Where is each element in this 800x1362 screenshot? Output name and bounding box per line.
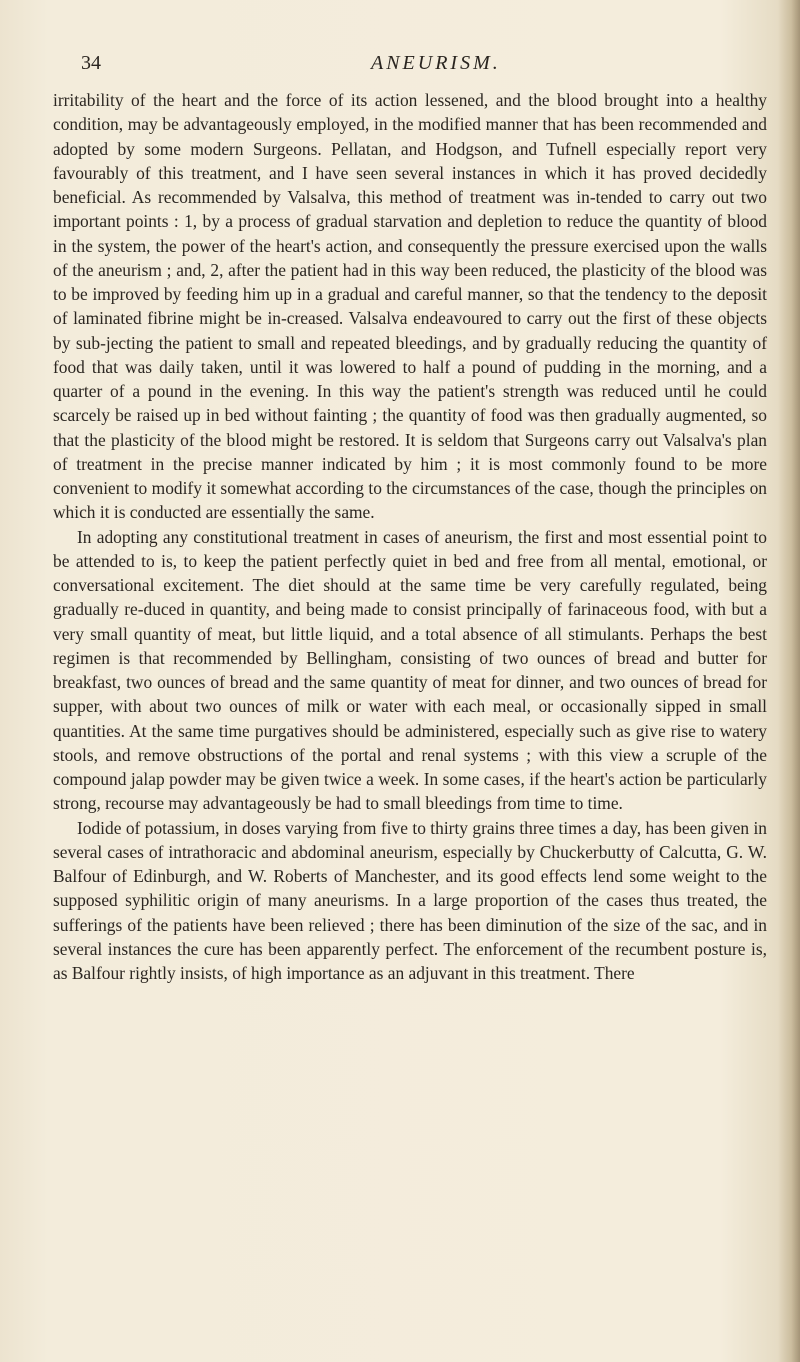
- paragraph-2: In adopting any constitutional treatment in cases of aneurism, the first and most essential point to be attended to is, to keep the patient perfectly quiet in bed and free from all mental, emotional, or conversational excitement. The diet should at the same time be very carefully regulated, being gradually re-duced in quantity, and being made to consist principally of farinaceous food, with but a very small quantity of meat, but little liquid, and a total absence of all stimulants. Perhaps the best regimen is that recommended by Bellingham, consisting of two ounces of bread and butter for breakfast, two ounces of bread and the same quantity of meat for dinner, and two ounces of bread for supper, with about two ounces of milk or water with each meal, or occasionally sipped in small quantities. At the same time purgatives should be administered, especially such as give rise to watery stools, and remove obstructions of the portal and renal systems ; with this view a scruple of the compound jalap powder may be given twice a week. In some cases, if the heart's action be particularly strong, recourse may advantageously be had to small bleedings from time to time.: [53, 526, 767, 814]
- page-header: [81, 52, 750, 80]
- paragraph-3: Iodide of potassium, in doses varying from five to thirty grains three times a day, has been given in several cases of intrathoracic and abdominal aneurism, especially by Chuckerbutty of Calcutta, G. W. Balfour of Edinburgh, and W. Roberts of Manchester, and its good effects lend some weight to the supposed syphilitic origin of many aneurisms. In a large proportion of the cases thus treated, the sufferings of the patients have been relieved ; there has been diminution of the size of the sac, and in several instances the cure has been apparently perfect. The enforcement of the recumbent posture is, as Balfour rightly insists, of high importance as an adjuvant in this treatment. There: [53, 817, 767, 983]
- page-edge-shadow: [778, 0, 800, 1362]
- body-text: [53, 88, 767, 985]
- page-number: 34: [81, 52, 101, 74]
- running-title: ANEURISM.: [371, 52, 501, 74]
- paragraph-1: irritability of the heart and the force of its action lessened, and the blood brought into a healthy condition, may be advantageously employed, in the modified manner that has been recommended and adopted by some modern Surgeons. Pellatan, and Hodgson, and Tufnell especially report very favourably of this treatment, and I have seen several instances in which it has proved decidedly beneficial. As recommended by Valsalva, this method of treatment was in-tended to carry out two important points : 1, by a process of gradual starvation and depletion to reduce the quantity of blood in the system, the power of the heart's action, and consequently the pressure exercised upon the walls of the aneurism ; and, 2, after the patient had in this way been reduced, the plasticity of the blood was to be improved by feeding him up in a gradual and careful manner, so that the tendency to the deposit of laminated fibrine might be in-creased. Valsalva endeavoured to carry out the first of these objects by sub-jecting the patient to small and repeated bleedings, and by gradually reducing the quantity of food that was daily taken, until it was lowered to half a pound of pudding in the morning, and a quarter of a pound in the evening. In this way the patient's strength was reduced until he could scarcely be raised up in bed without fainting ; the quantity of food was then gradually augmented, so that the plasticity of the blood might be restored. It is seldom that Surgeons carry out Valsalva's plan of treatment in the precise manner indicated by him ; it is most commonly found to be more convenient to modify it somewhat according to the circumstances of the case, though the principles on which it is conducted are essentially the same.: [53, 90, 767, 523]
